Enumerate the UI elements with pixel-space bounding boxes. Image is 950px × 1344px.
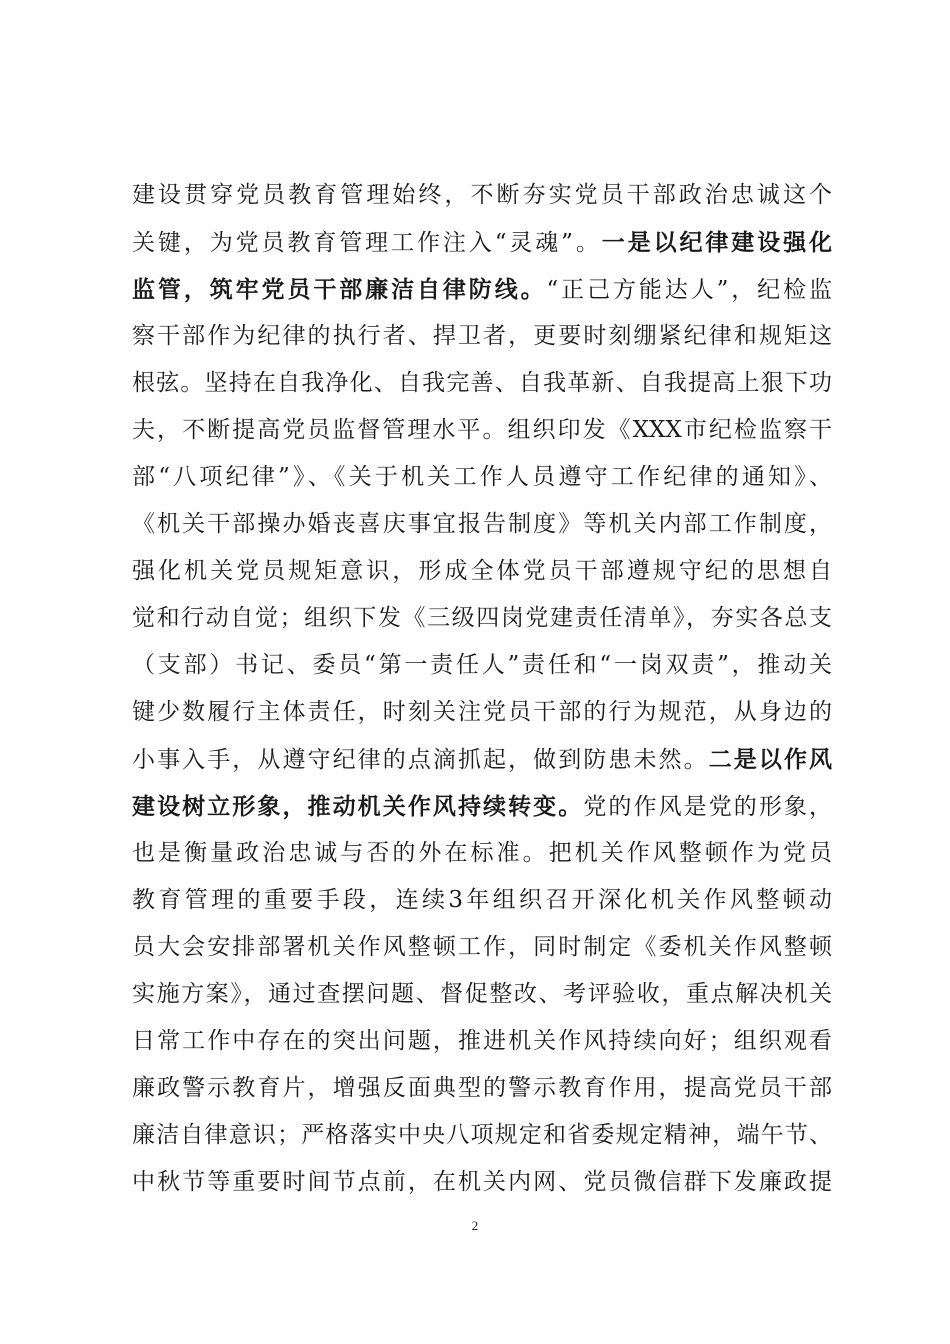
text-segment: 觉和行动自觉；组织下发《三级四岗党建责任清单》，夯实各总支 [132,605,832,631]
text-line [132,971,832,1018]
text-segment: 廉洁自律意识；严格落实中央八项规定和省委规定精神，端午节、 [132,1122,832,1148]
text-line [132,689,832,736]
text-segment: 建设贯穿党员教育管理始终，不断夯实党员干部政治忠诚这个 [132,182,832,208]
text-segment: 中秋节等重要时间节点前，在机关内网、党员微信群下发廉政提 [132,1169,832,1195]
text-line [132,1112,832,1159]
text-segment: 党的作风是党的形象， [583,794,833,820]
text-line [132,830,832,877]
text-segment: 教育管理的重要手段，连续3年组织召开深化机关作风整顿动 [132,887,832,913]
text-line [132,360,832,407]
text-segment: 实施方案》，通过查摆问题、督促整改、考评验收，重点解决机关 [132,981,832,1007]
text-line [132,1018,832,1065]
text-segment: 廉政警示教育片，增强反面典型的警示教育作用，提高党员干部 [132,1075,832,1101]
bold-text-segment: 监管，筑牢党员干部廉洁自律防线。 [132,276,547,303]
text-line [132,1065,832,1112]
text-segment: 员大会安排部署机关作风整顿工作，同时制定《委机关作风整顿 [132,934,832,960]
text-segment: 部“八项纪律”》、《关于机关工作人员遵守工作纪律的通知》、 [132,464,832,490]
text-segment: 强化机关党员规矩意识，形成全体党员干部遵规守纪的思想自 [132,558,832,584]
text-line [132,454,832,501]
page-number: 2 [471,1218,479,1233]
text-line [132,595,832,642]
text-line [132,501,832,548]
text-line [132,877,832,924]
text-line [132,736,832,783]
text-segment: 键少数履行主体责任，时刻关注党员干部的行为规范，从身边的 [132,699,832,725]
text-line [132,172,832,219]
text-segment: 根弦。坚持在自我净化、自我完善、自我革新、自我提高上狠下功 [132,370,832,396]
text-segment: 日常工作中存在的突出问题，推进机关作风持续向好；组织观看 [132,1028,832,1054]
bold-text-segment: 二是以作风 [708,746,833,773]
text-segment: 夫，不断提高党员监督管理水平。组织印发《XXX市纪检监察干 [132,417,832,443]
bold-text-segment: 建设树立形象，推动机关作风持续转变。 [132,793,584,820]
text-segment: 也是衡量政治忠诚与否的外在标准。把机关作风整顿作为党员 [132,840,832,866]
text-line [132,266,832,313]
text-segment: （支部）书记、委员“第一责任人”责任和“一岗双责”，推动关 [132,652,832,678]
text-segment: 关键，为党员教育管理工作注入“灵魂”。 [132,230,602,256]
text-line [132,783,832,830]
text-line [132,642,832,689]
text-line [132,1159,832,1206]
text-segment: 小事入手，从遵守纪律的点滴抓起，做到防患未然。 [132,747,709,773]
text-line [132,313,832,360]
text-line [132,407,832,454]
text-line [132,548,832,595]
text-line [132,924,832,971]
bold-text-segment: 一是以纪律建设强化 [601,229,832,256]
text-segment: 《机关干部操办婚丧喜庆事宜报告制度》等机关内部工作制度， [132,511,832,537]
text-segment: “正己方能达人”，纪检监 [546,277,832,303]
text-line [132,219,832,266]
body-paragraph [132,172,832,1206]
text-segment: 察干部作为纪律的执行者、捍卫者，更要时刻绷紧纪律和规矩这 [132,323,832,349]
